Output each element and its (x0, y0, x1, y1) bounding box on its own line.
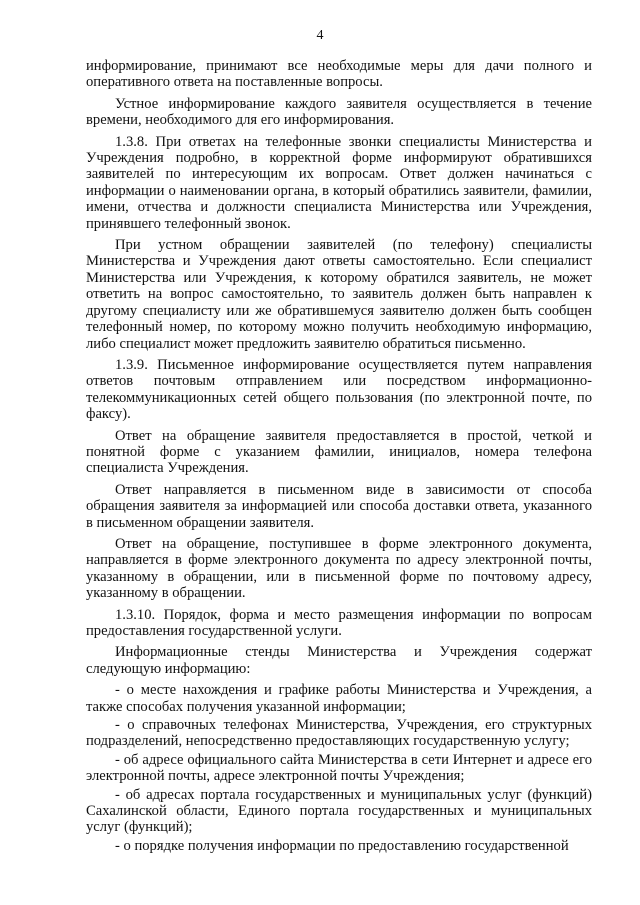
paragraph: При устном обращении заявителей (по телефону) специалисты Министерства и Учреждения дают ответы самостоятельно. Если специалист Министерства или Учреждения, к которому обратился заявитель, не может ответить на вопрос самостоятельно, то заявитель должен быть направлен к другому специалисту или же обратившемуся заявителю должен быть сообщен телефонный номер, по которому можно получить необходимую информацию, либо специалист может предложить заявителю обратиться письменно. (86, 237, 592, 352)
paragraph: 1.3.9. Письменное информирование осуществляется путем направления ответов почтовым отправлением или посредством информационно-телекоммуникационных сетей общего пользования (по электронной почте, по факсу). (86, 356, 592, 423)
paragraph: информирование, принимают все необходимые меры для дачи полного и оперативного ответа на поставленные вопросы. (86, 58, 592, 91)
page-number: 4 (316, 28, 324, 43)
paragraph: 1.3.8. При ответах на телефонные звонки специалисты Министерства и Учреждения подробно, в корректной форме информируют обратившихся заявителей по интересующим их вопросам. Ответ должен начинаться с информации о наименовании органа, в который обратились заявители, фамилии, имени, отчества и должности специалиста Министерства или Учреждения, принявшего телефонный звонок. (86, 133, 592, 232)
paragraph: Ответ на обращение, поступившее в форме электронного документа, направляется в форме электронного документа по адресу электронной почты, указанному в обращении, или в письменной форме по почтовому адресу, указанному в обращении. (86, 535, 592, 602)
list-item: - о справочных телефонах Министерства, Учреждения, его структурных подразделений, непосредственно предоставляющих государственную услугу; (86, 717, 592, 750)
list-item: - о месте нахождения и графике работы Министерства и Учреждения, а также способах получения указанной информации; (86, 682, 592, 715)
list-item: - о порядке получения информации по предоставлению государственной (115, 837, 569, 854)
paragraph: 1.3.10. Порядок, форма и место размещения информации по вопросам предоставления государственной услуги. (86, 606, 592, 639)
paragraph: Ответ на обращение заявителя предоставляется в простой, четкой и понятной форме с указанием фамилии, инициалов, номера телефона специалиста Учреждения. (86, 427, 592, 477)
paragraph: Ответ направляется в письменном виде в зависимости от способа обращения заявителя за информацией или способа доставки ответа, указанного в письменном обращении заявителя. (86, 481, 592, 531)
paragraph: Информационные стенды Министерства и Учреждения содержат следующую информацию: (86, 644, 592, 677)
list-item: - об адресах портала государственных и муниципальных услуг (функций) Сахалинской области, Единого портала государственных и муниципальных услуг (функций); (86, 786, 592, 836)
paragraph: Устное информирование каждого заявителя осуществляется в течение времени, необходимого для его информирования. (86, 95, 592, 129)
body-text (86, 58, 592, 856)
list-item: - об адресе официального сайта Министерства в сети Интернет и адресе его электронной почты, адресе электронной почты Учреждения; (86, 751, 592, 785)
